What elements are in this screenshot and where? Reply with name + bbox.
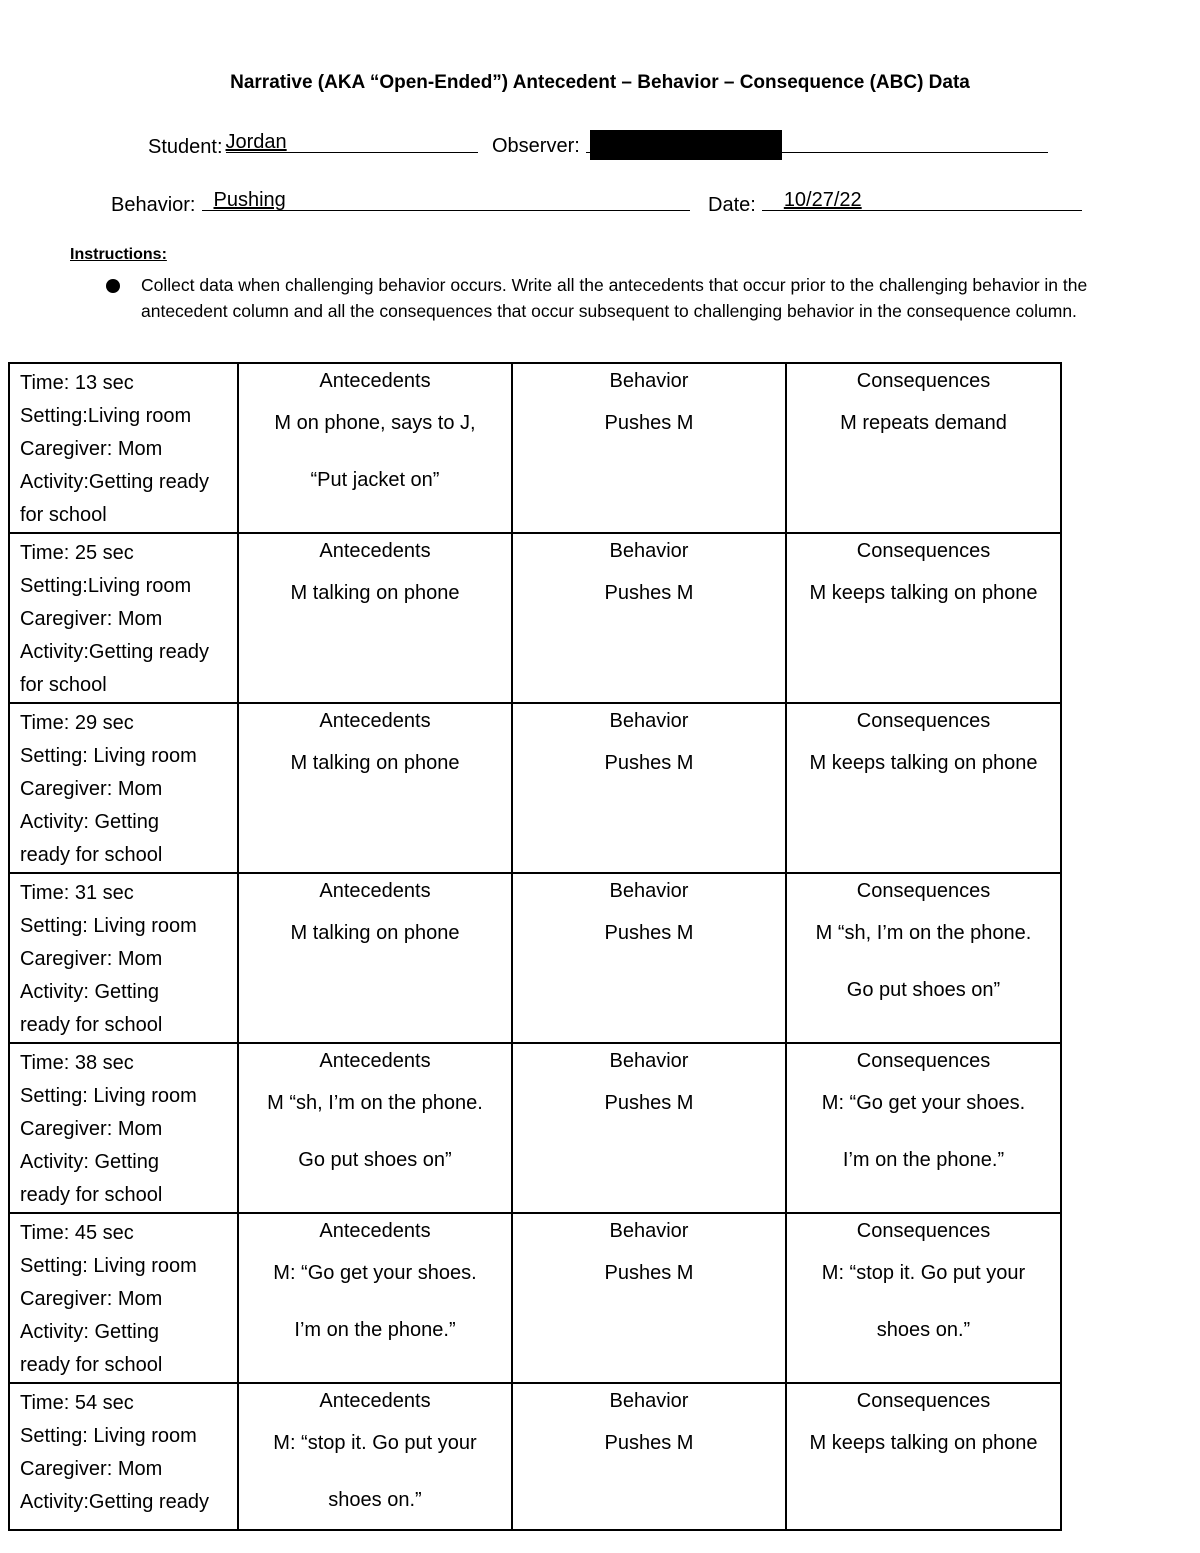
behavior-content [513,704,785,792]
consequence-content [787,874,1060,1019]
consequence-column-header: Consequences [856,710,991,732]
info-line: ready for school [20,1354,163,1376]
consequence-content [787,1214,1060,1359]
date-underline [762,188,1082,211]
info-line: Setting: Living room [20,915,197,937]
behavior-column-header: Behavior [609,1220,689,1242]
instructions-heading: Instructions: [70,246,167,263]
abc-table [8,362,1062,1531]
behavior-cell [512,873,786,1043]
antecedent-content [239,1044,511,1189]
behavior-text: Pushes M [604,1262,694,1284]
info-line: Setting: Living room [20,1085,197,1107]
consequence-content [787,1384,1060,1472]
consequence-text: M “sh, I’m on the phone. [815,922,1032,944]
info-block [10,1214,237,1382]
behavior-text: Pushes M [604,412,694,434]
behavior-text: Pushes M [604,752,694,774]
behavior-cell [512,533,786,703]
info-line: Caregiver: Mom [20,1118,163,1140]
consequence-column-header: Consequences [856,880,991,902]
table-row [9,873,1061,1043]
student-field [148,130,478,159]
info-line: Time: 13 sec [20,372,134,394]
table-row [9,1213,1061,1383]
table-row [9,703,1061,873]
behavior-column-header: Behavior [609,1390,689,1412]
antecedent-cell [238,363,512,533]
behavior-text: Pushes M [604,1432,694,1454]
info-line: Caregiver: Mom [20,778,163,800]
consequence-column-header: Consequences [856,1220,991,1242]
info-line: Caregiver: Mom [20,608,163,630]
behavior-text: Pushes M [604,922,694,944]
antecedent-cell [238,1043,512,1213]
antecedent-text: “Put jacket on” [310,469,440,491]
antecedent-column-header: Antecedents [319,540,431,562]
info-block [10,874,237,1042]
info-line: Time: 54 sec [20,1392,134,1414]
observer-label: Observer: [492,135,580,157]
behavior-cell [512,1043,786,1213]
info-cell [9,873,238,1043]
info-line: Caregiver: Mom [20,1288,163,1310]
antecedent-text: M: “stop it. Go put your [273,1432,477,1454]
consequence-text: M: “stop it. Go put your [821,1262,1026,1284]
antecedent-column-header: Antecedents [319,710,431,732]
consequence-text: Go put shoes on” [846,979,1001,1001]
page-title: Narrative (AKA “Open-Ended”) Antecedent – Behavior – Consequence (ABC) Data [230,72,970,93]
info-line: Time: 38 sec [20,1052,134,1074]
info-line: Setting:Living room [20,405,192,427]
consequence-cell [786,363,1061,533]
info-cell [9,1213,238,1383]
table-row [9,363,1061,533]
antecedent-cell [238,1213,512,1383]
instructions-text: Collect data when challenging behavior occurs. Write all the antecedents that occur prior to the challenging behavior in the antecedent column and all the consequences that occur subsequent to challenging behavior in the consequence column. [141,275,1088,321]
info-line: ready for school [20,1014,163,1036]
info-line: for school [20,504,107,526]
behavior-content [513,364,785,452]
behavior-column-header: Behavior [609,880,689,902]
info-line: Time: 25 sec [20,542,134,564]
consequence-cell [786,873,1061,1043]
antecedent-text: I’m on the phone.” [294,1319,456,1341]
antecedent-content [239,1384,511,1529]
consequence-text: M keeps talking on phone [809,1432,1038,1454]
info-cell [9,533,238,703]
antecedent-content [239,534,511,622]
behavior-content [513,874,785,962]
date-label: Date: [708,194,756,216]
behavior-label: Behavior: [111,194,196,216]
info-block [10,1384,237,1519]
antecedent-column-header: Antecedents [319,1050,431,1072]
info-line: Activity: Getting [20,811,159,833]
date-field [708,188,1082,217]
antecedent-text: M talking on phone [290,582,460,604]
behavior-value: Pushing [213,189,286,211]
info-line: Time: 29 sec [20,712,134,734]
antecedent-column-header: Antecedents [319,1390,431,1412]
antecedent-column-header: Antecedents [319,1220,431,1242]
consequence-column-header: Consequences [856,1050,991,1072]
consequence-text: M keeps talking on phone [809,582,1038,604]
consequence-text: M keeps talking on phone [809,752,1038,774]
consequence-content [787,364,1060,452]
behavior-content [513,1384,785,1472]
behavior-content [513,1044,785,1132]
info-cell [9,703,238,873]
observer-field [492,130,1048,158]
antecedent-cell [238,873,512,1043]
redacted-observer-name [590,130,782,160]
info-line: Caregiver: Mom [20,438,163,460]
antecedent-content [239,874,511,962]
antecedent-text: M: “Go get your shoes. [273,1262,477,1284]
consequence-text: shoes on.” [876,1319,971,1341]
info-block [10,364,237,532]
antecedent-text: shoes on.” [328,1489,422,1511]
consequence-cell [786,1043,1061,1213]
behavior-column-header: Behavior [609,540,689,562]
table-row [9,1383,1061,1530]
info-block [10,534,237,702]
antecedent-column-header: Antecedents [319,880,431,902]
info-line: Time: 31 sec [20,882,134,904]
info-cell [9,1383,238,1530]
antecedent-column-header: Antecedents [319,370,431,392]
info-line: Setting: Living room [20,745,197,767]
bullet-icon [106,279,120,293]
info-line: Time: 45 sec [20,1222,134,1244]
behavior-cell [512,1213,786,1383]
behavior-cell [512,1383,786,1530]
student-underline [226,130,478,153]
info-line: Setting: Living room [20,1255,197,1277]
info-block [10,1044,237,1212]
info-line: Activity: Getting [20,1321,159,1343]
antecedent-cell [238,703,512,873]
consequence-content [787,534,1060,622]
behavior-underline [202,188,690,211]
table-row [9,1043,1061,1213]
info-cell [9,1043,238,1213]
antecedent-content [239,364,511,509]
info-line: Activity: Getting [20,1151,159,1173]
student-label: Student: [148,136,223,158]
info-line: Activity:Getting ready [20,471,209,493]
behavior-cell [512,703,786,873]
info-line: ready for school [20,844,163,866]
consequence-cell [786,703,1061,873]
antecedent-content [239,1214,511,1359]
date-value: 10/27/22 [783,189,862,211]
info-line: for school [20,674,107,696]
consequence-text: M repeats demand [840,412,1007,434]
info-line: Activity:Getting ready [20,1491,209,1513]
behavior-cell [512,363,786,533]
behavior-content [513,534,785,622]
behavior-text: Pushes M [604,582,694,604]
consequence-text: I’m on the phone.” [842,1149,1005,1171]
antecedent-content [239,704,511,792]
info-line: Setting: Living room [20,1425,197,1447]
abc-table-body [9,363,1061,1530]
behavior-column-header: Behavior [609,370,689,392]
behavior-column-header: Behavior [609,1050,689,1072]
info-block [10,704,237,872]
consequence-cell [786,1383,1061,1530]
antecedent-text: M talking on phone [290,922,460,944]
info-line: Caregiver: Mom [20,948,163,970]
antecedent-text: M on phone, says to J, [274,412,476,434]
behavior-content [513,1214,785,1302]
table-row [9,533,1061,703]
behavior-text: Pushes M [604,1092,694,1114]
antecedent-text: M “sh, I’m on the phone. [267,1092,483,1114]
consequence-cell [786,533,1061,703]
observer-underline [586,130,1048,153]
antecedent-text: Go put shoes on” [298,1149,452,1171]
consequence-content [787,1044,1060,1189]
antecedent-cell [238,533,512,703]
antecedent-text: M talking on phone [290,752,460,774]
consequence-column-header: Consequences [856,370,991,392]
consequence-text: M: “Go get your shoes. [821,1092,1026,1114]
info-line: Activity: Getting [20,981,159,1003]
info-line: Setting:Living room [20,575,192,597]
behavior-column-header: Behavior [609,710,689,732]
behavior-field [111,188,690,217]
info-line: Activity:Getting ready [20,641,209,663]
info-line: ready for school [20,1184,163,1206]
antecedent-cell [238,1383,512,1530]
consequence-column-header: Consequences [856,540,991,562]
consequence-cell [786,1213,1061,1383]
consequence-column-header: Consequences [856,1390,991,1412]
consequence-content [787,704,1060,792]
info-cell [9,363,238,533]
info-line: Caregiver: Mom [20,1458,163,1480]
student-value: Jordan [225,131,287,153]
